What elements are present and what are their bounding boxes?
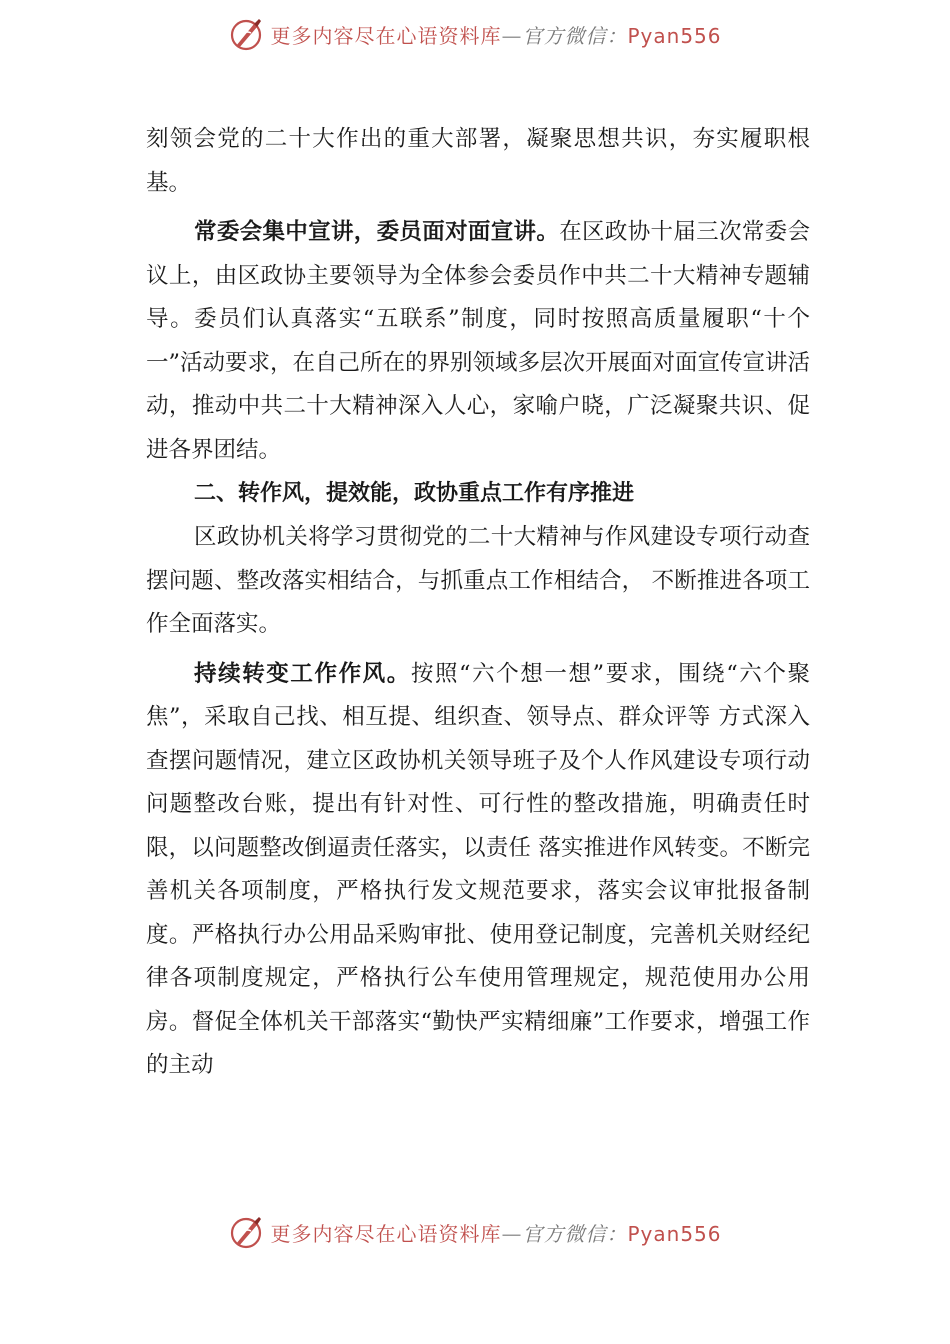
watermark-wechat-label: 官方微信： (522, 1221, 628, 1246)
paragraph-lead: 常委会集中宣讲，委员面对面宣讲。 (194, 219, 560, 245)
watermark-dash: — (501, 1221, 523, 1246)
paragraph-lecture (146, 211, 810, 472)
pen-logo-icon (228, 1214, 264, 1250)
paragraph-intro: 区政协机关将学习贯彻党的二十大精神与作风建设专项行动查摆问题、整改落实相结合，与抓重点工作相结合， 不断推进各项工作全面落实。 (146, 524, 810, 637)
paragraph-text: 按照“六个想一想”要求，围绕“六个聚焦”，采取自己找、相互提、组织查、领导点、群众评等 方式深入查摆问题情况，建立区政协机关领导班子及个人作风建设专项行动问题整改台账，提出有针对性、可行性的整改措施，明确责任时限，以问题整改倒逼责任落实，以责任 落实推进作风转变。不断完善机关各项制度，严格执行发文规范要求，落实会议审批报备制度。严格执行办公用品采购审批、使用登记制度，完善机关财经纪律各项制度规定，严格执行公车使用管理规定，规范使用办公用房。督促全体机关干部落实“勤快严实精细廉”工作要求，增强工作的主动 (146, 660, 810, 1078)
section-heading: 二、转作风，提效能，政协重点工作有序推进 (194, 481, 635, 506)
paragraph-continuation: 刻领会党的二十大作出的重大部署，凝聚思想共识，夯实履职根基。 (146, 126, 810, 196)
paragraph-text: 在区政协十届三次常委会议上，由区政协主要领导为全体参会委员作中共二十大精神专题辅导。委员们认真落实“五联系”制度，同时按照高质量履职“十个一”活动要求，在自己所在的界别领域多层次开展面对面宣传宣讲活动，推动中共二十大精神深入人心，家喻户晓，广泛凝聚共识、促进各界团结。 (146, 219, 811, 463)
watermark-site: 更多内容尽在心语资料库 (270, 23, 502, 48)
pen-logo-icon (228, 16, 264, 52)
document-body (146, 118, 810, 1088)
paragraph-work-style (146, 653, 810, 1088)
watermark-site: 更多内容尽在心语资料库 (270, 1221, 502, 1246)
paragraph-lead: 持续转变工作作风。 (194, 660, 411, 687)
footer-watermark (0, 1212, 950, 1252)
watermark-wechat-id: Pyan556 (627, 23, 722, 48)
watermark-wechat-label: 官方微信： (522, 23, 628, 48)
watermark-dash: — (501, 23, 523, 48)
header-watermark (0, 14, 950, 54)
watermark-wechat-id: Pyan556 (627, 1221, 722, 1246)
